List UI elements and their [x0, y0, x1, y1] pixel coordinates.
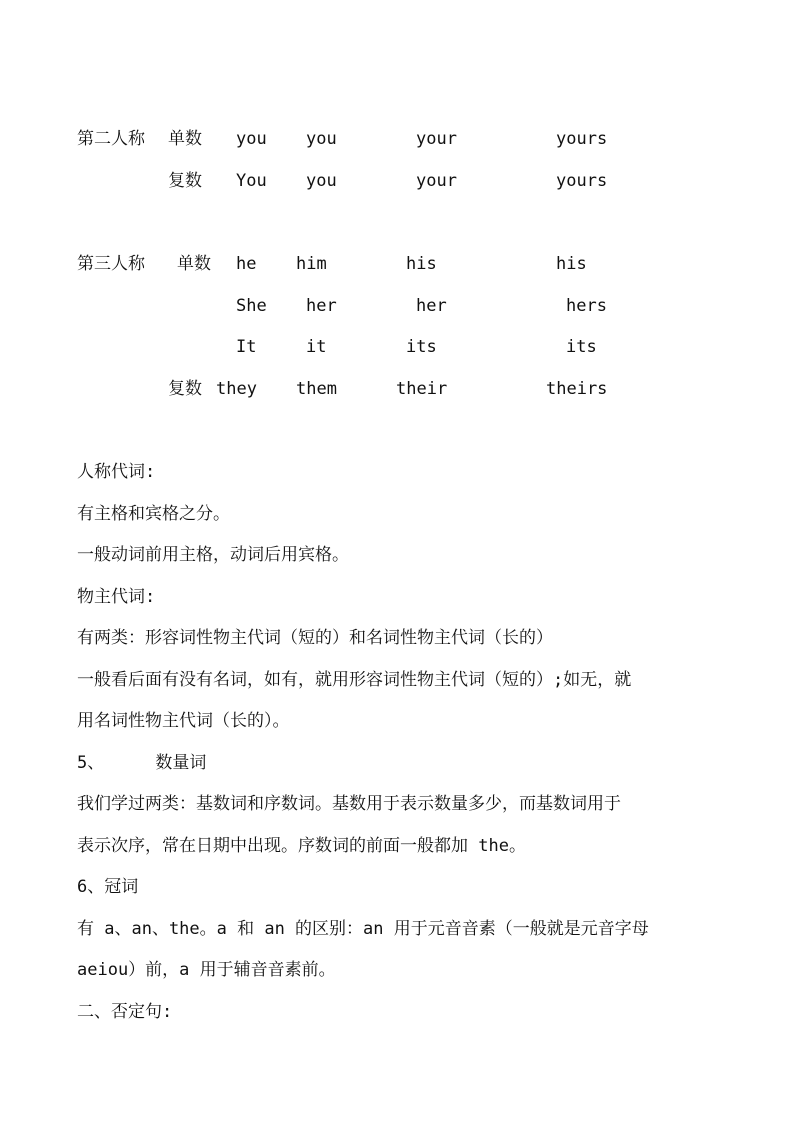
pronoun-cell: its [406, 337, 437, 357]
pronoun-cell: hers [566, 296, 607, 316]
note-line: 有主格和宾格之分。 [77, 504, 230, 524]
second-person-plural-label: 复数 [168, 171, 202, 191]
note-line: 用名词性物主代词（长的）。 [77, 711, 290, 731]
pronoun-cell: You [236, 171, 267, 191]
pronoun-cell: its [566, 337, 597, 357]
pronoun-cell: them [296, 379, 337, 399]
third-person-label: 第三人称 [77, 254, 145, 274]
pronoun-cell: She [236, 296, 267, 316]
note-line: 表示次序，常在日期中出现。序数词的前面一般都加 the。 [77, 836, 526, 856]
third-person-plural-label: 复数 [168, 379, 202, 399]
section-heading: 5、 数量词 [77, 753, 207, 773]
note-line: 一般看后面有没有名词，如有，就用形容词性物主代词（短的）;如无，就 [77, 670, 632, 690]
second-person-label: 第二人称 [77, 129, 145, 149]
pronoun-cell: her [306, 296, 337, 316]
pronoun-cell: you [306, 129, 337, 149]
pronoun-cell: their [396, 379, 448, 399]
pronoun-cell: your [416, 129, 457, 149]
third-person-singular-label: 单数 [177, 254, 211, 274]
note-line: 人称代词: [77, 462, 156, 482]
pronoun-cell: yours [556, 129, 608, 149]
section-heading: 二、否定句: [77, 1002, 173, 1022]
note-line: 我们学过两类：基数词和序数词。基数用于表示数量多少，而基数词用于 [77, 794, 621, 814]
pronoun-cell: her [416, 296, 447, 316]
pronoun-cell: yours [556, 171, 608, 191]
pronoun-cell: theirs [546, 379, 608, 399]
pronoun-cell: you [236, 129, 267, 149]
section-heading: 6、冠词 [77, 877, 139, 897]
second-person-singular-label: 单数 [168, 129, 202, 149]
pronoun-cell: his [406, 254, 437, 274]
note-line: 物主代词: [77, 587, 156, 607]
note-line: aeiou）前，a 用于辅音音素前。 [77, 960, 336, 980]
pronoun-cell: his [556, 254, 587, 274]
pronoun-cell: they [216, 379, 257, 399]
pronoun-cell: it [306, 337, 327, 357]
pronoun-cell: your [416, 171, 457, 191]
pronoun-cell: he [236, 254, 257, 274]
note-line: 有 a、an、the。a 和 an 的区别：an 用于元音音素（一般就是元音字母 [77, 919, 649, 939]
pronoun-cell: him [296, 254, 327, 274]
pronoun-cell: you [306, 171, 337, 191]
pronoun-cell: It [236, 337, 257, 357]
note-line: 有两类：形容词性物主代词（短的）和名词性物主代词（长的） [77, 628, 553, 648]
note-line: 一般动词前用主格，动词后用宾格。 [77, 545, 349, 565]
